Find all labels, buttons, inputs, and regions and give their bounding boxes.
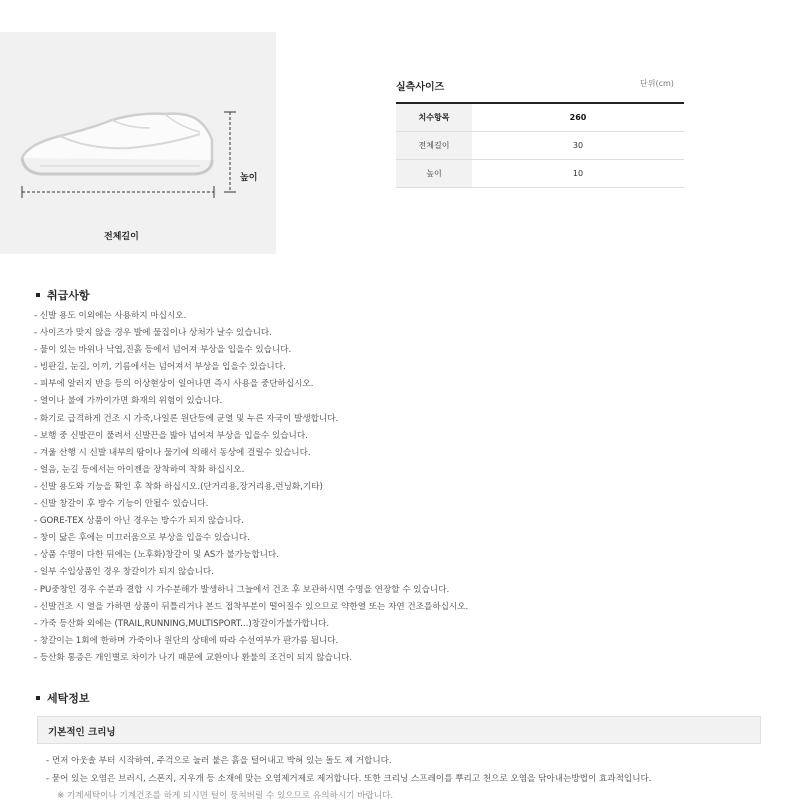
size-row-height [396, 159, 684, 187]
size-row-value: 260 [472, 103, 684, 131]
shoe-dimension-illustration [0, 32, 276, 254]
size-row-length [396, 131, 684, 159]
square-bullet-icon [36, 696, 40, 700]
list-item: - 사이즈가 맞지 않을 경우 발에 물집이나 상처가 날수 있습니다. [34, 328, 272, 339]
square-bullet-icon [36, 293, 40, 297]
length-dimension-label: 전체길이 [104, 232, 139, 242]
list-item: - 빙판길, 눈길, 이끼, 기름에서는 넘어져서 부상을 입을수 있습니다. [34, 362, 286, 373]
list-item: - 신발 용도와 기능을 확인 후 착화 하십시오.(단거리용,장거리용,런닝화,기타) [34, 481, 323, 492]
list-item: - 피부에 알러지 반응 등의 이상현상이 일어나면 즉시 사용을 중단하십시오. [34, 379, 314, 390]
size-chart-title: 실측사이즈 [396, 82, 445, 93]
list-item: - PU중창인 경우 수분과 결합 시 가수분해가 발생하니 그늘에서 건조 후 보관하시면 수명을 연장할 수 있습니다. [34, 584, 450, 595]
list-item: - 신발건조 시 열을 가하면 상품이 뒤틀리거나 본드 접착부분이 떨어질수 있으므로 약한열 또는 자연 건조를하십시오. [34, 601, 469, 612]
list-item: - 창갈이는 1회에 한하며 가죽이나 원단의 상태에 따라 수선여부가 판가름 됩니다. [34, 635, 339, 646]
washing-title-text: 세탁정보 [47, 692, 90, 705]
list-item: - 먼저 아웃솔 부터 시작하여, 주걱으로 눌러 붙은 흙을 털어내고 박혀 있는 돌도 제 거합니다. [46, 756, 392, 766]
size-row-value: 10 [472, 159, 684, 187]
list-item: - 묻어 있는 오염은 브러시, 스폰지, 지우개 등 소재에 맞는 오염제거제로 제거합니다. 또한 크리닝 스프레이를 뿌리고 천으로 오염을 닦아내는방법이 효과적입니다. [46, 774, 652, 784]
list-item: - 열이나 불에 가까이가면 화재의 위험이 있습니다. [34, 396, 223, 407]
washing-note: ※ 기계세탁이나 기계건조를 하게 되시면 털이 뭉쳐버릴 수 있으므로 유의하시기 바랍니다. [57, 791, 394, 800]
handling-notes-list [34, 308, 468, 667]
list-item: - 가죽 등산화 외에는 (TRAIL,RUNNING,MULTISPORT...)창갈이가불가합니다. [34, 618, 330, 629]
size-chart-table [396, 102, 684, 188]
size-row-label: 높이 [396, 159, 472, 187]
handling-section-title [36, 287, 90, 303]
washing-section-title [36, 690, 90, 706]
size-row-header [396, 103, 684, 131]
list-item: - 상품 수명이 다한 뒤에는 (노후화)창갈이 및 AS가 불가능합니다. [34, 550, 279, 561]
handling-title-text: 취급사항 [47, 289, 90, 302]
list-item: - 등산화 통증은 개인별로 차이가 나기 때문에 교환이나 환불의 조건이 되지 않습니다. [34, 652, 353, 663]
list-item: - 화기로 급격하게 건조 시 가죽,나일론 원단등에 균열 및 누른 자국이 발생합니다. [34, 413, 339, 424]
size-row-label: 전체길이 [396, 131, 472, 159]
list-item: - 창이 닳은 후에는 미끄러움으로 부상을 입을수 있습니다. [34, 533, 250, 544]
height-dimension-label: 높이 [240, 173, 258, 183]
washing-subtitle: 기본적인 크리닝 [48, 727, 116, 738]
list-item: - 일부 수입상품인 경우 창갈이가 되지 않습니다. [34, 567, 214, 578]
list-item: - 신발 용도 이외에는 사용하지 마십시오. [34, 311, 187, 321]
list-item: - GORE-TEX 상품이 아닌 경우는 방수가 되지 않습니다. [34, 516, 244, 527]
size-row-label: 치수항목 [396, 103, 472, 131]
size-chart-unit: 단위(cm) [640, 79, 674, 88]
list-item: - 얼음, 눈길 등에서는 아이젠을 장착하여 착화 하십시오. [34, 464, 245, 475]
list-item: - 신발 창갈이 후 방수 기능이 안될수 있습니다. [34, 499, 209, 510]
list-item: - 보행 중 신발끈이 풀려서 신발끈을 밟아 넘어져 부상을 입을수 있습니다. [34, 430, 308, 441]
washing-list [46, 752, 652, 788]
size-row-value: 30 [472, 131, 684, 159]
list-item: - 물이 있는 바위나 낙엽,진흙 등에서 넘어져 부상을 입을수 있습니다. [34, 345, 292, 356]
shoe-outline-image [0, 32, 276, 254]
list-item: - 겨울 산행 시 신발 내부의 땀이나 물기에 의해서 동상에 걸릴수 있습니다. [34, 447, 311, 458]
washing-subtitle-box [37, 716, 761, 744]
